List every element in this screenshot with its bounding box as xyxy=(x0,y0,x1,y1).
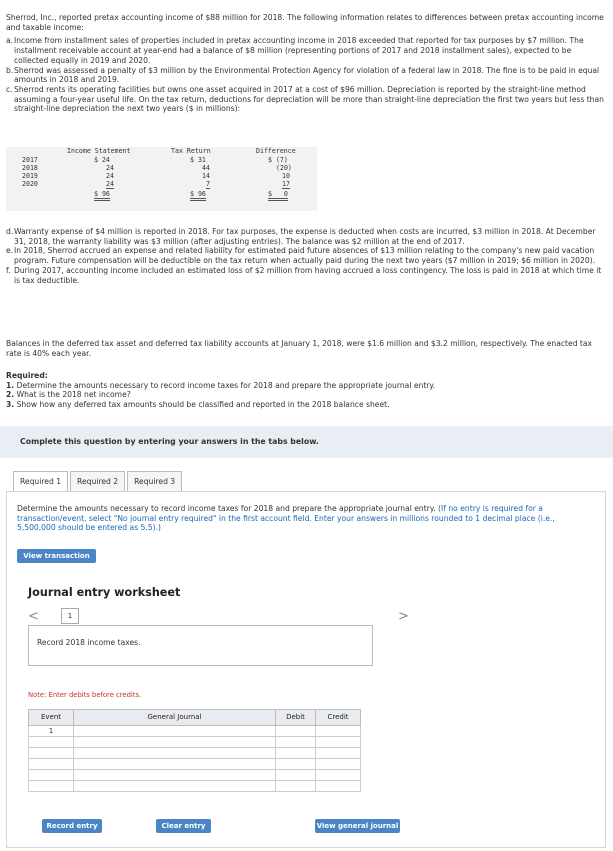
list-item: c. Sherrod rents its operating facilities but owns one asset acquired in 2017 at a cost of $96 million. Depreciation is reported by the straight-line method assuming a four-year useful life. On the tax return, deductions for depreciation will be more than straight-line depreciation the first two years but less than straight-line depreciation the next two years ($ in millions): xyxy=(6,85,604,114)
is-cell: 24 xyxy=(106,164,114,172)
table-row xyxy=(29,781,361,792)
tab-required-2[interactable]: Required 2 xyxy=(70,471,125,491)
header-income-statement: Income Statement xyxy=(67,147,131,155)
view-transaction-list-button[interactable]: View transaction list xyxy=(17,549,96,563)
is-cell: 24 xyxy=(106,180,114,188)
list-item: f. During 2017, accounting income included an estimated loss of $2 million from having accrued a loss contingency. The loss is paid in 2018 at which time it is tax deductible. xyxy=(6,265,602,285)
list-item: e. In 2018, Sherrod accrued an expense and related liability for estimated paid future absences of $13 million relating to the company's new paid vacation program. Future compensation will be deductible on the tax return when actually paid during the next two years ($7 million in 2019; $6 million in 2020). xyxy=(6,246,596,266)
list-item: b. Sherrod was assessed a penalty of $3 million by the Environmental Protection Agency for violation of a federal law in 2018. The fine is to be paid in equal amounts in 2018 and 2019. xyxy=(6,65,600,85)
debit-input[interactable] xyxy=(276,726,316,737)
instructions-banner xyxy=(0,426,613,458)
tr-cell: $ 31 xyxy=(190,156,206,164)
year-cell: 2020 xyxy=(22,180,38,188)
chevron-right-icon[interactable]: > xyxy=(398,609,409,624)
journal-table xyxy=(28,709,361,792)
intro-paragraph: Sherrod, Inc., reported pretax accounting income of $88 million for 2018. The following information relates to differences between pretax accounting income and taxable income: xyxy=(6,13,604,32)
chevron-left-icon[interactable]: < xyxy=(28,609,39,624)
required-heading: Required: xyxy=(6,371,48,380)
diff-cell: (20) xyxy=(276,164,292,172)
required-item: 2. What is the 2018 net income? xyxy=(6,390,131,400)
diff-cell: 17 xyxy=(282,180,290,188)
diff-total: $ 0 xyxy=(268,190,288,201)
table-row xyxy=(29,770,361,781)
account-input[interactable] xyxy=(74,726,276,737)
credit-input[interactable] xyxy=(316,748,361,759)
header-credit: Credit xyxy=(316,710,361,726)
account-input[interactable] xyxy=(74,781,276,792)
debit-input[interactable] xyxy=(276,781,316,792)
tab-required-3[interactable]: Required 3 xyxy=(127,471,182,491)
tr-cell: 44 xyxy=(202,164,210,172)
header-event: Event xyxy=(29,710,74,726)
account-input[interactable] xyxy=(74,759,276,770)
year-cell: 2017 xyxy=(22,156,38,164)
view-general-journal-button[interactable]: View general journal xyxy=(315,819,400,833)
header-general-journal: General Journal xyxy=(74,710,276,726)
credit-input[interactable] xyxy=(316,759,361,770)
table-row xyxy=(29,759,361,770)
debit-credit-note: Note: Enter debits before credits. xyxy=(28,691,142,699)
clear-entry-button[interactable]: Clear entry xyxy=(156,819,211,833)
record-entry-button[interactable]: Record entry xyxy=(42,819,102,833)
task-instruction: Determine the amounts necessary to record income taxes for 2018 and prepare the appropriate journal entry. (If no entry is required for a transaction/event, select "No journal entry required" in the first account field. Enter your answers in millions rounded to 1 decimal place (i.e., 5,500,000 should be entered as 5.5).) xyxy=(17,504,555,533)
required-item: 1. Determine the amounts necessary to record income taxes for 2018 and prepare the appropriate journal entry. xyxy=(6,380,436,390)
diff-cell: 10 xyxy=(282,172,290,180)
worksheet-title: Journal entry worksheet xyxy=(28,586,181,599)
header-difference: Difference xyxy=(256,147,296,155)
account-input[interactable] xyxy=(74,737,276,748)
transaction-card xyxy=(28,625,373,666)
tr-cell: 7 xyxy=(206,180,210,188)
header-tax-return: Tax Return xyxy=(171,147,211,155)
is-cell: $ 24 xyxy=(94,156,110,164)
credit-input[interactable] xyxy=(316,781,361,792)
tr-cell: 14 xyxy=(202,172,210,180)
year-cell: 2019 xyxy=(22,172,38,180)
credit-input[interactable] xyxy=(316,737,361,748)
debit-input[interactable] xyxy=(276,759,316,770)
list-item: a. Income from installment sales of properties included in pretax accounting income in 2018 exceeded that reported for tax purposes by $7 million. The installment receivable account at year-end had a balance of $8 million (representing portions of 2017 and 2018 installment sales), expected to be collected equally in 2019 and 2020. xyxy=(6,36,584,65)
debit-input[interactable] xyxy=(276,737,316,748)
year-cell: 2018 xyxy=(22,164,38,172)
is-cell: 24 xyxy=(106,172,114,180)
depreciation-table xyxy=(6,147,317,211)
record-text: Record 2018 income taxes. xyxy=(37,638,141,647)
required-section xyxy=(6,371,606,410)
tr-total: $ 96 xyxy=(190,190,206,201)
list-item: d. Warranty expense of $4 million is reported in 2018. For tax purposes, the expense is deducted when costs are incurred, $3 million in 2018. At December 31, 2018, the warranty liability was $3 million (after adjusting entries). The balance was $2 million at the end of 2017. xyxy=(6,227,596,246)
diff-cell: $ (7) xyxy=(268,156,288,164)
problem-statement xyxy=(6,13,606,114)
account-input[interactable] xyxy=(74,770,276,781)
tab-bar xyxy=(13,471,184,491)
page-number[interactable]: 1 xyxy=(61,608,79,624)
credit-input[interactable] xyxy=(316,726,361,737)
debit-input[interactable] xyxy=(276,748,316,759)
account-input[interactable] xyxy=(74,748,276,759)
balances-paragraph: Balances in the deferred tax asset and deferred tax liability accounts at January 1, 2018, were $1.6 million and $3.2 million, respectively. The enacted tax rate is 40% each year. xyxy=(6,339,593,358)
header-debit: Debit xyxy=(276,710,316,726)
table-row xyxy=(29,726,361,737)
tab-required-1[interactable]: Required 1 xyxy=(13,471,68,491)
credit-input[interactable] xyxy=(316,770,361,781)
items-bottom-list xyxy=(6,227,606,285)
required-item: 3. Show how any deferred tax amounts should be classified and reported in the 2018 balance sheet. xyxy=(6,400,390,410)
table-row xyxy=(29,748,361,759)
items-top-list xyxy=(6,36,606,114)
banner-text: Complete this question by entering your answers in the tabs below. xyxy=(20,437,319,446)
is-total: $ 96 xyxy=(94,190,110,201)
tab-panel xyxy=(6,491,606,848)
event-cell: 1 xyxy=(29,726,74,737)
table-row xyxy=(29,737,361,748)
debit-input[interactable] xyxy=(276,770,316,781)
task-hint: (If no entry is required for a transaction/event, select "No journal entry required" in the first account field. Enter your answers in millions rounded to 1 decimal place (i.e., 5,500,000 should be entered as 5.5).) xyxy=(17,504,555,533)
